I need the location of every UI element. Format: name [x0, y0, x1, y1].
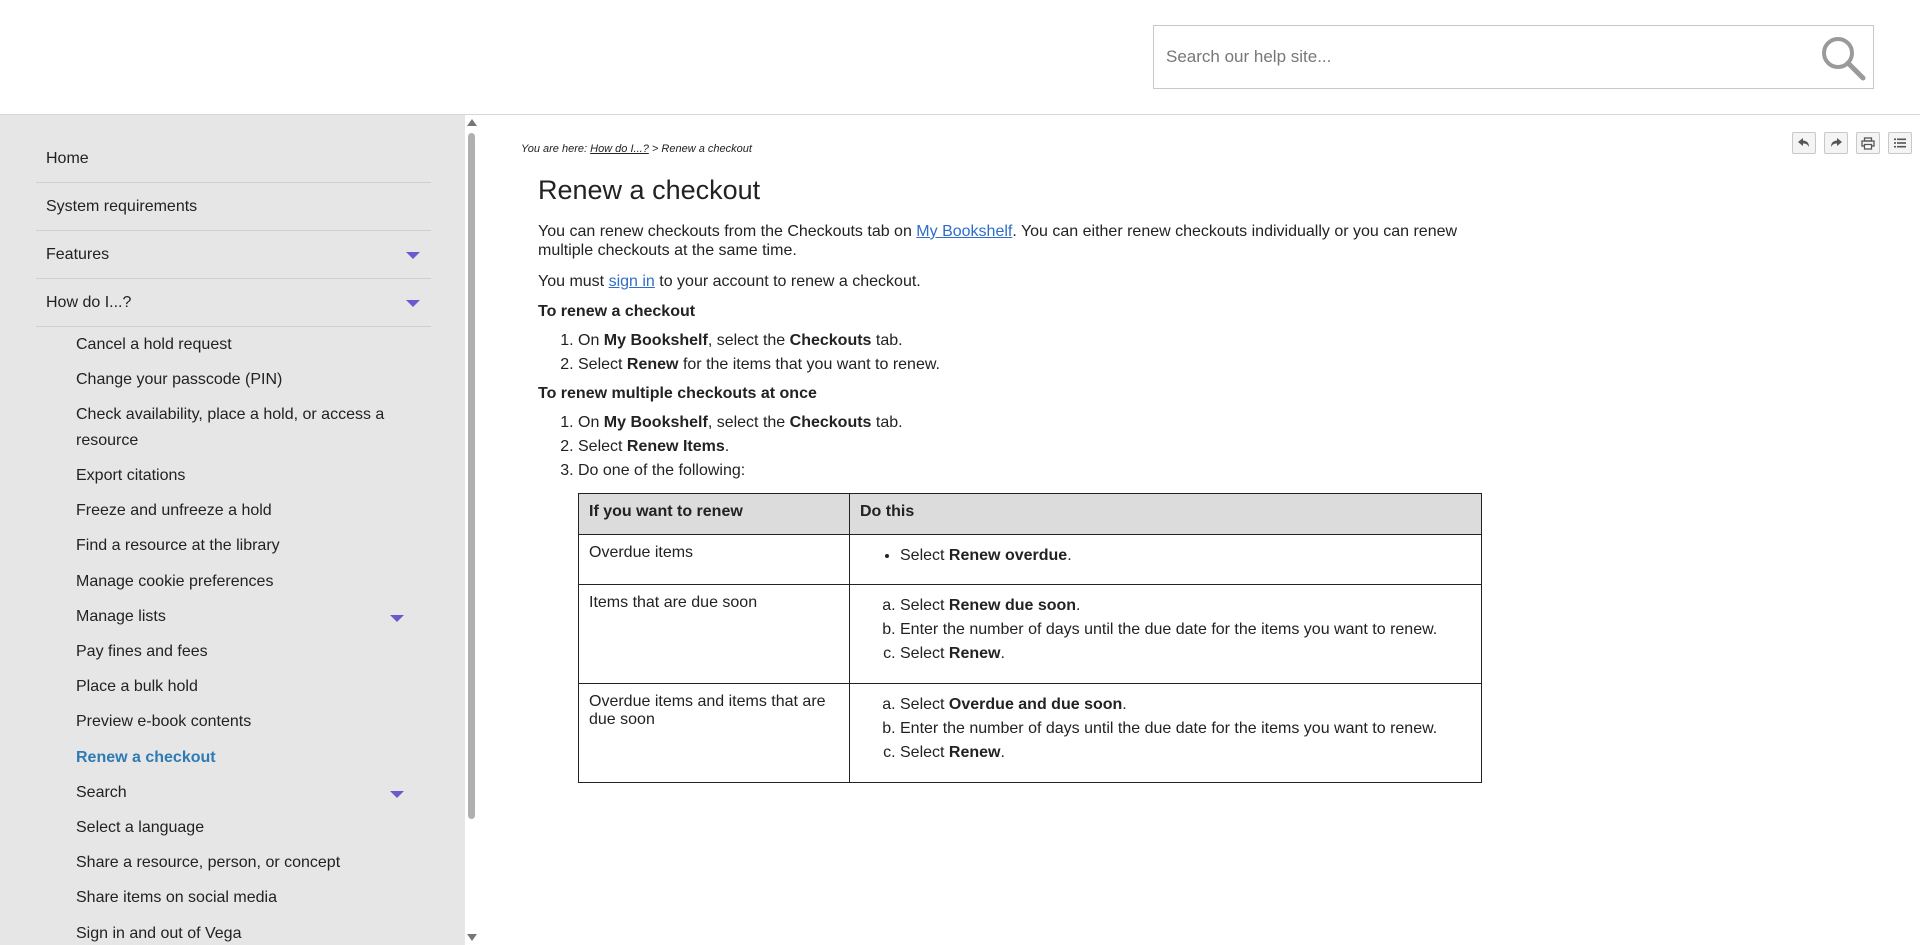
sidebar-subitem-cookie-preferences[interactable]: Manage cookie preferences — [76, 573, 274, 590]
search-button[interactable] — [1817, 32, 1869, 84]
step-text: Do one of the following: — [578, 462, 746, 479]
step-bold: Renew — [948, 744, 1001, 761]
step-text: , select the — [707, 414, 790, 431]
list-item — [578, 411, 1488, 435]
scrollbar-thumb[interactable] — [468, 133, 475, 819]
step-text: Select — [578, 356, 627, 373]
procedure-title-multiple: To renew multiple checkouts at once — [538, 385, 817, 402]
chevron-down-icon[interactable] — [390, 615, 404, 622]
step-bold: My Bookshelf — [603, 332, 708, 349]
table-cell — [850, 535, 1482, 585]
step-text: . — [1122, 696, 1127, 713]
step-text: , select the — [707, 332, 790, 349]
step-bold: Renew Items — [626, 438, 725, 455]
table-cell: Items that are due soon — [579, 585, 850, 684]
chevron-down-icon[interactable] — [390, 791, 404, 798]
chevron-down-icon[interactable] — [406, 252, 420, 259]
sidebar-scrollbar[interactable] — [465, 115, 477, 945]
list-item — [900, 693, 1471, 717]
sidebar-subitem-preview-ebook[interactable]: Preview e-book contents — [76, 713, 252, 730]
breadcrumb-current: Renew a checkout — [661, 143, 752, 155]
sidebar-nav — [0, 115, 465, 945]
sidebar-subitem-freeze-hold[interactable]: Freeze and unfreeze a hold — [76, 502, 272, 519]
step-bold: Renew — [948, 645, 1001, 662]
intro-text: You must — [538, 273, 609, 290]
sidebar-subitem-select-language[interactable]: Select a language — [76, 819, 205, 836]
procedure-title-single: To renew a checkout — [538, 303, 696, 320]
list-icon — [1893, 137, 1907, 149]
step-text: Select — [578, 438, 627, 455]
step-text: Select — [900, 597, 949, 614]
list-item — [900, 642, 1471, 666]
table-row — [579, 535, 1482, 585]
step-bold: Renew overdue — [948, 547, 1068, 564]
page-title: Renew a checkout — [538, 175, 761, 205]
step-text: On — [578, 332, 604, 349]
table-cell: Overdue items — [579, 535, 850, 585]
print-icon — [1861, 137, 1875, 150]
intro-paragraph — [538, 222, 1488, 260]
procedure-single-steps — [538, 329, 1488, 377]
sidebar-item-label: System requirements — [46, 197, 198, 215]
topic-toolbar — [1792, 132, 1912, 154]
sidebar-subitem-change-passcode[interactable]: Change your passcode (PIN) — [76, 371, 283, 388]
search-icon — [1817, 32, 1869, 84]
table-header-row — [579, 494, 1482, 535]
sidebar-subitem-manage-lists[interactable]: Manage lists — [76, 608, 166, 625]
renew-options-table — [578, 493, 1482, 783]
step-text: tab. — [871, 414, 903, 431]
step-bold: Renew — [626, 356, 679, 373]
scroll-down-arrow-icon[interactable] — [467, 934, 477, 941]
sidebar-subitem-check-availability[interactable]: Check availability, place a hold, or access a resource — [76, 406, 385, 449]
table-header: If you want to renew — [579, 494, 850, 535]
breadcrumb — [521, 143, 752, 155]
action-list — [860, 594, 1471, 666]
list-item — [578, 353, 1488, 377]
step-text: for the items that you want to renew. — [678, 356, 940, 373]
sidebar-item-features[interactable] — [36, 231, 431, 279]
procedure-multiple-steps — [538, 411, 1488, 483]
action-list — [860, 544, 1471, 568]
sign-in-paragraph — [538, 272, 1488, 291]
step-text: . — [1000, 645, 1005, 662]
list-item — [900, 594, 1471, 618]
list-item: b. Enter the number of days until the due date for the items you want to renew. — [900, 717, 1471, 741]
my-bookshelf-link[interactable]: My Bookshelf — [916, 223, 1013, 240]
list-item — [578, 435, 1488, 459]
step-text: . — [1067, 547, 1072, 564]
table-cell — [850, 684, 1482, 783]
sidebar-subitem-pay-fines[interactable]: Pay fines and fees — [76, 643, 208, 660]
step-bold: Checkouts — [789, 332, 872, 349]
main-content — [477, 115, 1920, 945]
step-text: Select — [900, 696, 949, 713]
action-list — [860, 693, 1471, 765]
list-item — [900, 741, 1471, 765]
toc-button[interactable] — [1888, 132, 1912, 154]
list-item: b. Enter the number of days until the due date for the items you want to renew. — [900, 618, 1471, 642]
step-bold: My Bookshelf — [603, 414, 708, 431]
forward-button[interactable] — [1824, 132, 1848, 154]
print-button[interactable] — [1856, 132, 1880, 154]
forward-arrow-icon — [1829, 137, 1843, 149]
sidebar-item-label: Home — [46, 149, 89, 167]
search-box — [1153, 25, 1874, 89]
intro-text: to your account to renew a checkout. — [654, 273, 921, 290]
sidebar-subitem-bulk-hold[interactable]: Place a bulk hold — [76, 678, 198, 695]
list-item — [578, 329, 1488, 353]
sidebar-subitem-share-resource[interactable]: Share a resource, person, or concept — [76, 854, 341, 871]
step-text: . — [1076, 597, 1081, 614]
step-text: Select — [900, 645, 949, 662]
table-cell — [850, 585, 1482, 684]
breadcrumb-separator: > — [651, 143, 659, 155]
sidebar-item-how-do-i[interactable] — [36, 279, 431, 327]
sidebar-subitem-export-citations[interactable]: Export citations — [76, 467, 186, 484]
sidebar-item-home[interactable] — [36, 135, 431, 183]
sidebar-item-system-requirements[interactable] — [36, 183, 431, 231]
chevron-down-icon[interactable] — [406, 300, 420, 307]
step-text: . — [724, 438, 730, 455]
step-bold: Checkouts — [789, 414, 872, 431]
table-row — [579, 684, 1482, 783]
step-text: Select — [900, 744, 949, 761]
sidebar-subitem-cancel-hold[interactable]: Cancel a hold request — [76, 336, 232, 353]
sign-in-link[interactable]: sign in — [608, 273, 655, 290]
intro-text: You can renew checkouts from the Checkouts tab on — [538, 223, 917, 240]
scroll-up-arrow-icon[interactable] — [467, 119, 477, 126]
sidebar-subitem-search[interactable]: Search — [76, 784, 127, 801]
step-text: tab. — [871, 332, 903, 349]
step-text: . — [1000, 744, 1005, 761]
back-button[interactable] — [1792, 132, 1816, 154]
sidebar-subitem-renew-checkout[interactable]: Renew a checkout — [76, 749, 216, 766]
sidebar-item-label: How do I...? — [46, 293, 132, 311]
table-row — [579, 585, 1482, 684]
sidebar-subitem-sign-in-out[interactable]: Sign in and out of Vega — [76, 925, 242, 942]
sidebar-item-label: Features — [46, 245, 110, 263]
list-item — [900, 544, 1471, 568]
header — [0, 0, 1920, 115]
sidebar-subitem-find-resource[interactable]: Find a resource at the library — [76, 537, 280, 554]
back-arrow-icon — [1797, 137, 1811, 149]
topic-body — [538, 175, 1488, 783]
table-header: Do this — [850, 494, 1482, 535]
step-bold: Overdue and due soon — [948, 696, 1123, 713]
step-text: On — [578, 414, 604, 431]
table-cell: Overdue items and items that are due soon — [579, 684, 850, 783]
breadcrumb-prefix: You are here: — [521, 143, 588, 155]
step-bold: Renew due soon — [948, 597, 1077, 614]
list-item — [578, 459, 1488, 483]
breadcrumb-link[interactable]: How do I...? — [590, 143, 649, 155]
step-text: Select — [900, 547, 949, 564]
sidebar-subitem-share-social[interactable]: Share items on social media — [76, 889, 277, 906]
intro-text: . You can either renew checkouts individually or you can renew multiple checkouts at the same time. — [538, 223, 1458, 259]
search-input[interactable] — [1164, 40, 1764, 74]
